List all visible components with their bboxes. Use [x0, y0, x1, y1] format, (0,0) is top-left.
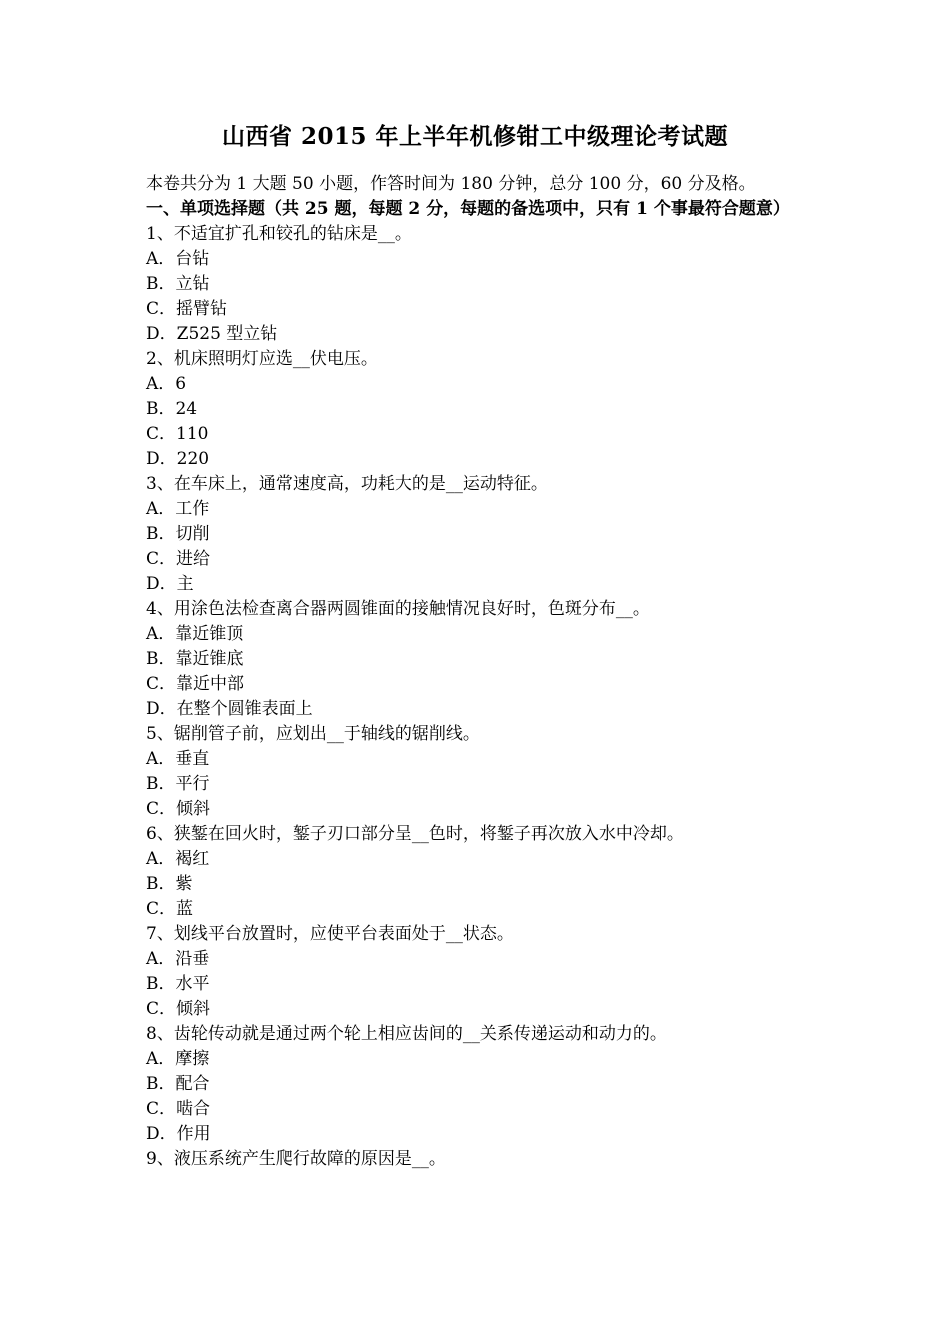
question-item — [146, 222, 816, 347]
answer-option: A．工作 — [146, 499, 210, 519]
answer-option: B．水平 — [146, 974, 210, 994]
answer-option: A．台钻 — [146, 249, 210, 269]
answer-option: C．摇臂钻 — [146, 299, 228, 319]
answer-option: C．蓝 — [146, 899, 194, 919]
answer-option: D．主 — [146, 574, 194, 594]
answer-option: B．平行 — [146, 774, 210, 794]
answer-option: C．倾斜 — [146, 799, 211, 819]
answer-option: C．进给 — [146, 549, 211, 569]
answer-option: D．220 — [146, 449, 210, 469]
answer-option: B．立钻 — [146, 274, 210, 294]
question-stem: 8、齿轮传动就是通过两个轮上相应齿间的__关系传递运动和动力的。 — [146, 1024, 667, 1044]
question-list — [146, 222, 816, 1172]
page-title: 山西省 2015 年上半年机修钳工中级理论考试题 — [221, 123, 729, 150]
document-body — [146, 172, 816, 1172]
answer-option: C．110 — [146, 424, 209, 444]
answer-option: C．啮合 — [146, 1099, 211, 1119]
question-stem: 1、不适宜扩孔和铰孔的钻床是__。 — [146, 224, 412, 244]
answer-option: C．靠近中部 — [146, 674, 245, 694]
answer-option: A．摩擦 — [146, 1049, 210, 1069]
answer-option: D．在整个圆锥表面上 — [146, 699, 313, 719]
exam-intro: 本卷共分为 1 大题 50 小题，作答时间为 180 分钟，总分 100 分，60 分及格。 — [146, 174, 756, 194]
answer-option: B．靠近锥底 — [146, 649, 244, 669]
question-stem: 2、机床照明灯应选__伏电压。 — [146, 349, 378, 369]
answer-option: B．切削 — [146, 524, 210, 544]
question-stem: 9、液压系统产生爬行故障的原因是__。 — [146, 1149, 446, 1169]
answer-option: A．沿垂 — [146, 949, 210, 969]
question-stem: 6、狭錾在回火时，錾子刃口部分呈__色时，将錾子再次放入水中冷却。 — [146, 824, 684, 844]
answer-option: D．Z525 型立钻 — [146, 324, 278, 344]
question-item — [146, 597, 816, 722]
answer-option: A．褐红 — [146, 849, 210, 869]
question-item — [146, 1147, 816, 1172]
question-stem: 3、在车床上，通常速度高，功耗大的是__运动特征。 — [146, 474, 548, 494]
question-item — [146, 347, 816, 472]
answer-option: D．作用 — [146, 1124, 211, 1144]
section-heading: 一、单项选择题（共 25 题，每题 2 分，每题的备选项中，只有 1 个事最符合题意） — [146, 199, 790, 219]
answer-option: B．配合 — [146, 1074, 210, 1094]
answer-option: A．6 — [146, 374, 187, 394]
question-item — [146, 822, 816, 922]
question-stem: 7、划线平台放置时，应使平台表面处于__状态。 — [146, 924, 514, 944]
question-stem: 5、锯削管子前，应划出__于轴线的锯削线。 — [146, 724, 480, 744]
answer-option: C．倾斜 — [146, 999, 211, 1019]
question-item — [146, 722, 816, 822]
answer-option: B．24 — [146, 399, 198, 419]
answer-option: A．垂直 — [146, 749, 210, 769]
question-item — [146, 1022, 816, 1147]
answer-option: B．紫 — [146, 874, 193, 894]
question-item — [146, 922, 816, 1022]
question-item — [146, 472, 816, 597]
answer-option: A．靠近锥顶 — [146, 624, 244, 644]
question-stem: 4、用涂色法检查离合器两圆锥面的接触情况良好时，色斑分布__。 — [146, 599, 650, 619]
